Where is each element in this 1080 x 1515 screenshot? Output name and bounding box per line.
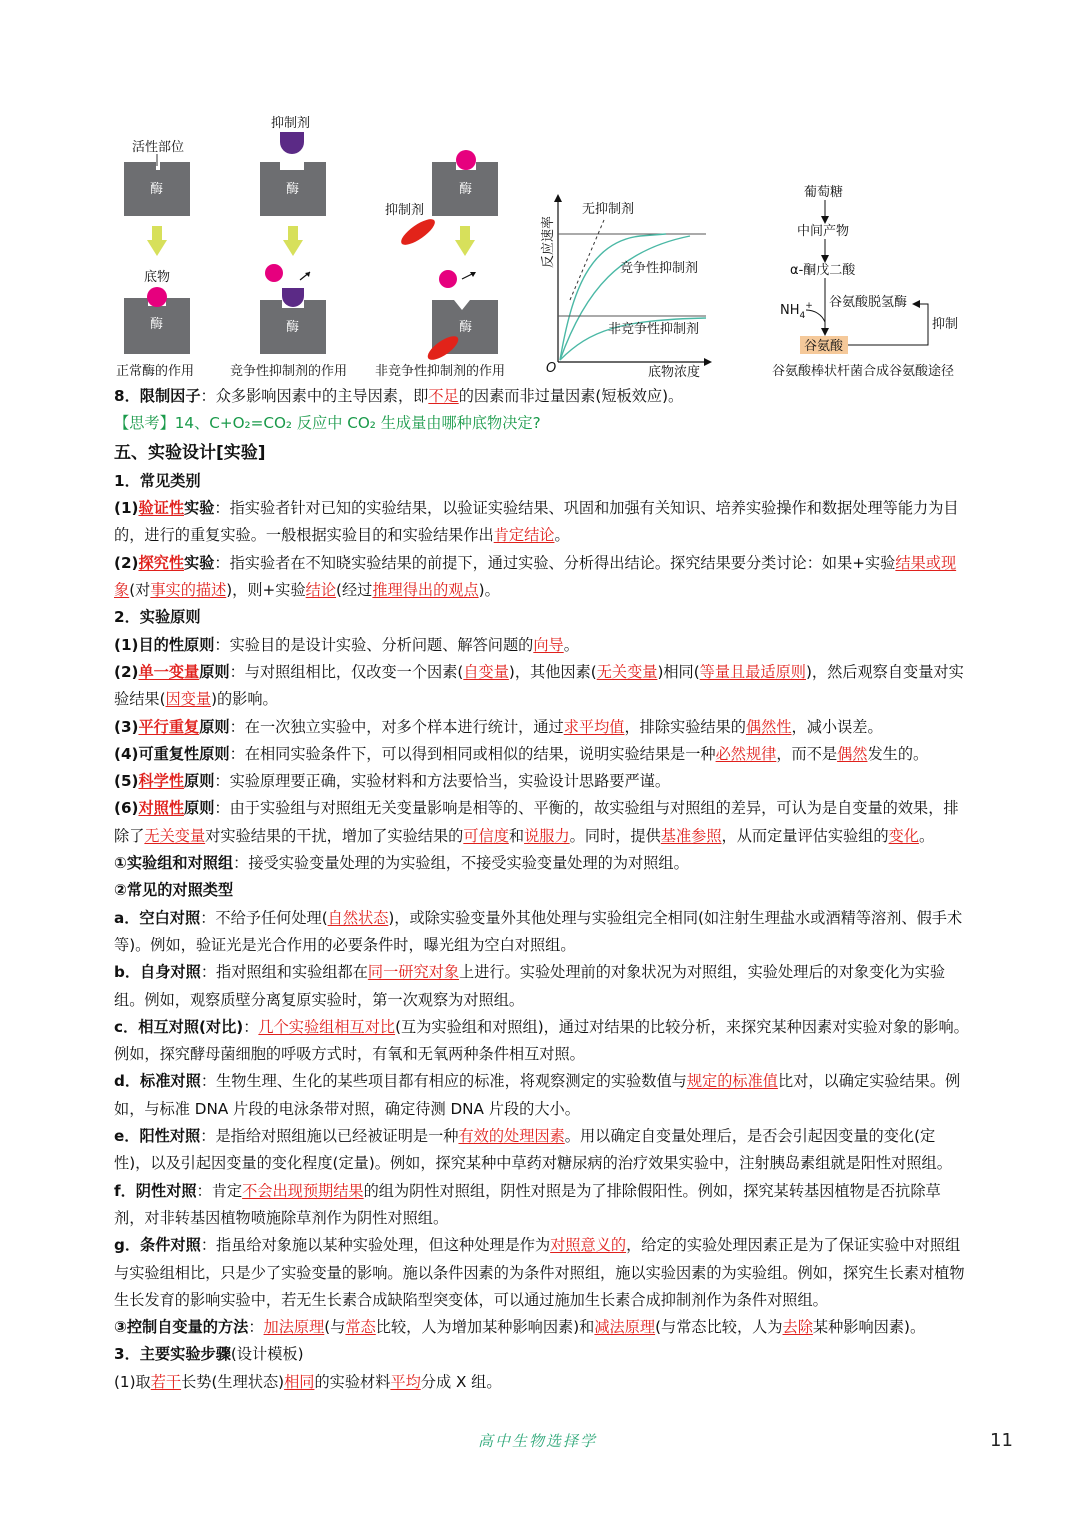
- page-number: 11: [990, 1430, 1013, 1451]
- competitive-inhibitor: [280, 132, 304, 154]
- subheading: 3．主要实验步骤(设计模板): [114, 1345, 304, 1364]
- down-arrow: [147, 226, 167, 256]
- paragraph: ①实验组和对照组：接受实验变量处理的为实验组，不接受实验变量处理的为对照组。: [114, 854, 689, 873]
- competitive-inhibitor: [282, 288, 304, 307]
- section-heading: 五、实验设计[实验]: [114, 442, 266, 463]
- reaction-rate-chart: [540, 194, 712, 380]
- pathway-product: 谷氨酸: [804, 339, 844, 354]
- pathway-inhibit: 抑制: [932, 317, 959, 332]
- substrate-circle: [456, 150, 476, 170]
- series-label: 非竞争性抑制剂: [608, 322, 700, 337]
- enzyme-label: 酶: [150, 182, 164, 197]
- down-arrow: [283, 226, 303, 256]
- paragraph: (4)可重复性原则：在相同实验条件下，可以得到相同或相似的结果，说明实验结果是一种必然规律，而不是偶然发生的。: [114, 744, 929, 763]
- enzyme-label: 酶: [286, 182, 300, 197]
- paragraph: (3)平行重复原则：在一次独立实验中，对多个样本进行统计，通过求平均值，排除实验结果的偶然性，减小误差。: [114, 717, 883, 736]
- pathway-step: α-酮戊二酸: [790, 263, 856, 278]
- enzyme-label: 酶: [459, 182, 473, 197]
- paragraph: (1)目的性原则：实验目的是设计实验、分析问题、解答问题的向导。: [114, 635, 579, 654]
- pathway-step: 葡萄糖: [804, 185, 844, 200]
- footer-brand: 高中生物选择学: [478, 1432, 598, 1450]
- paragraph: f．阴性对照：肯定不会出现预期结果的组为阴性对照组，阴性对照是为了排除假阳性。例如，探究某转基因植物是否抗除草剂，对非转基因植物喷施除草剂作为阴性对照组。: [114, 1181, 941, 1227]
- label-substrate: 底物: [144, 270, 171, 285]
- chart-xlabel: 底物浓度: [648, 365, 701, 380]
- chart-origin: O: [546, 361, 557, 376]
- series-label: 无抑制剂: [582, 202, 635, 217]
- enzyme-label: 酶: [459, 320, 473, 335]
- label-inhibitor-top: 抑制剂: [271, 116, 311, 131]
- paragraph: e．阳性对照：是指给对照组施以已经被证明是一种有效的处理因素。用以确定自变量处理后，是否会引起因变量的变化(定性)，以及引起因变量的变化程度(定量)。例如，探究某种中草药对糖尿病的治疗效果实验中，注射胰岛素组就是阳性对照组。: [114, 1127, 952, 1173]
- subheading: ②常见的对照类型: [114, 881, 234, 900]
- caption-normal: 正常酶的作用: [116, 364, 195, 379]
- paragraph: (1)验证性实验：指实验者针对已知的实验结果，以验证实验结果、巩固和加强有关知识、培养实验操作和数据处理等能力为目的，进行的重复实验。一般根据实验目的和实验结果作出肯定结论。: [114, 499, 959, 545]
- paragraph: (2)单一变量原则：与对照组相比，仅改变一个因素(自变量)，其他因素(无关变量)相同(等量且最适原则)，然后观察自变量对实验结果(因变量)的影响。: [114, 662, 964, 709]
- down-arrow: [455, 226, 475, 256]
- curve-no-inhibitor: [560, 234, 666, 360]
- series-label: 竞争性抑制剂: [620, 261, 699, 276]
- label-inhibitor-mid: 抑制剂: [385, 203, 425, 218]
- item-8: 8．限制因子：众多影响因素中的主导因素，即不足的因素而非过量因素(短板效应)。: [114, 387, 684, 405]
- substrate-circle: [147, 287, 167, 307]
- enzyme-label: 酶: [150, 317, 164, 332]
- chart-ylabel: 反应速率: [541, 215, 556, 268]
- pathway-enzyme: 谷氨酸脱氢酶: [829, 295, 908, 310]
- glutamate-pathway: [772, 184, 958, 379]
- enzyme-figure: [0, 0, 1080, 385]
- pathway-nh4: $NH_4^+$: [780, 301, 813, 321]
- think-question: 【思考】14、C+O₂=CO₂ 反应中 CO₂ 生成量由哪种底物决定?: [114, 414, 541, 433]
- paragraph: b．自身对照：指对照组和实验组都在同一研究对象上进行。实验处理前的对象状况为对照组，实验处理后的对象变化为实验组。例如，观察质壁分离复原实验时，第一次观察为对照组。: [114, 963, 945, 1009]
- pathway-step: 中间产物: [797, 224, 850, 239]
- paragraph: d．标准对照：生物生理、生化的某些项目都有相应的标准，将观察测定的实验数值与规定的标准值比对，以确定实验结果。例如，与标准 DNA 片段的电泳条带对照，确定待测 DNA 片段的大小。: [114, 1072, 961, 1118]
- caption-competitive: 竞争性抑制剂的作用: [230, 364, 348, 379]
- paragraph: (6)对照性原则：由于实验组与对照组无关变量影响是相等的、平衡的，故实验组与对照组的差异，可认为是自变量的效果，排除了无关变量对实验结果的干扰，增加了实验结果的可信度和说服力。同时，提供基准参照，从而定量评估实验组的变化。: [114, 799, 959, 845]
- noncompetitive-inhibitor: [398, 215, 439, 249]
- paragraph: a．空白对照：不给予任何处理(自然状态)，或除实验变量外其他处理与实验组完全相同(如注射生理盐水或酒精等溶剂、假手术等)。例如，验证光是光合作用的必要条件时，曝光组为空白对照组。: [114, 908, 963, 954]
- subheading: 1．常见类别: [114, 471, 201, 490]
- pathway-caption: 谷氨酸棒状杆菌合成谷氨酸途径: [772, 364, 955, 379]
- paragraph: (2)探究性实验：指实验者在不知晓实验结果的前提下，通过实验、分析得出结论。探究结果要分类讨论：如果+实验结果或现象(对事实的描述)，则+实验结论(经过推理得出的观点)。: [114, 553, 957, 600]
- paragraph: ③控制自变量的方法：加法原理(与常态比较，人为增加某种影响因素)和减法原理(与常态比较，人为去除某种影响因素)。: [114, 1318, 926, 1337]
- paragraph: (1)取若干长势(生理状态)相同的实验材料平均分成 X 组。: [114, 1372, 502, 1391]
- label-active-site: 活性部位: [132, 140, 185, 155]
- document-body: [114, 383, 970, 1396]
- paragraph: (5)科学性原则：实验原理要正确，实验材料和方法要恰当，实验设计思路要严谨。: [114, 772, 671, 791]
- substrate-circle: [265, 264, 283, 282]
- caption-noncompetitive: 非竞争性抑制剂的作用: [375, 364, 506, 379]
- enzyme-label: 酶: [286, 320, 300, 335]
- curve-competitive: [560, 236, 690, 360]
- subheading: 2．实验原则: [114, 608, 201, 627]
- substrate-circle: [439, 270, 457, 288]
- paragraph: c．相互对照(对比)：几个实验组相互对比(互为实验组和对照组)，通过对结果的比较分析，来探究某种因素对实验对象的影响。例如，探究酵母菌细胞的呼吸方式时，有氧和无氧两种条件相互对照。: [114, 1017, 969, 1064]
- paragraph: g．条件对照：指虽给对象施以某种实验处理，但这种处理是作为对照意义的，给定的实验处理因素正是为了保证实验中对照组与实验组相比，只是少了实验变量的影响。施以条件因素的为条件对照组，施以实验因素的为实验组。例如，探究生长素对植物生长发育的影响实验中，若无生长素合成缺陷型突变体，可以通过施加生长素合成抑制剂作为条件对照组。: [114, 1236, 965, 1309]
